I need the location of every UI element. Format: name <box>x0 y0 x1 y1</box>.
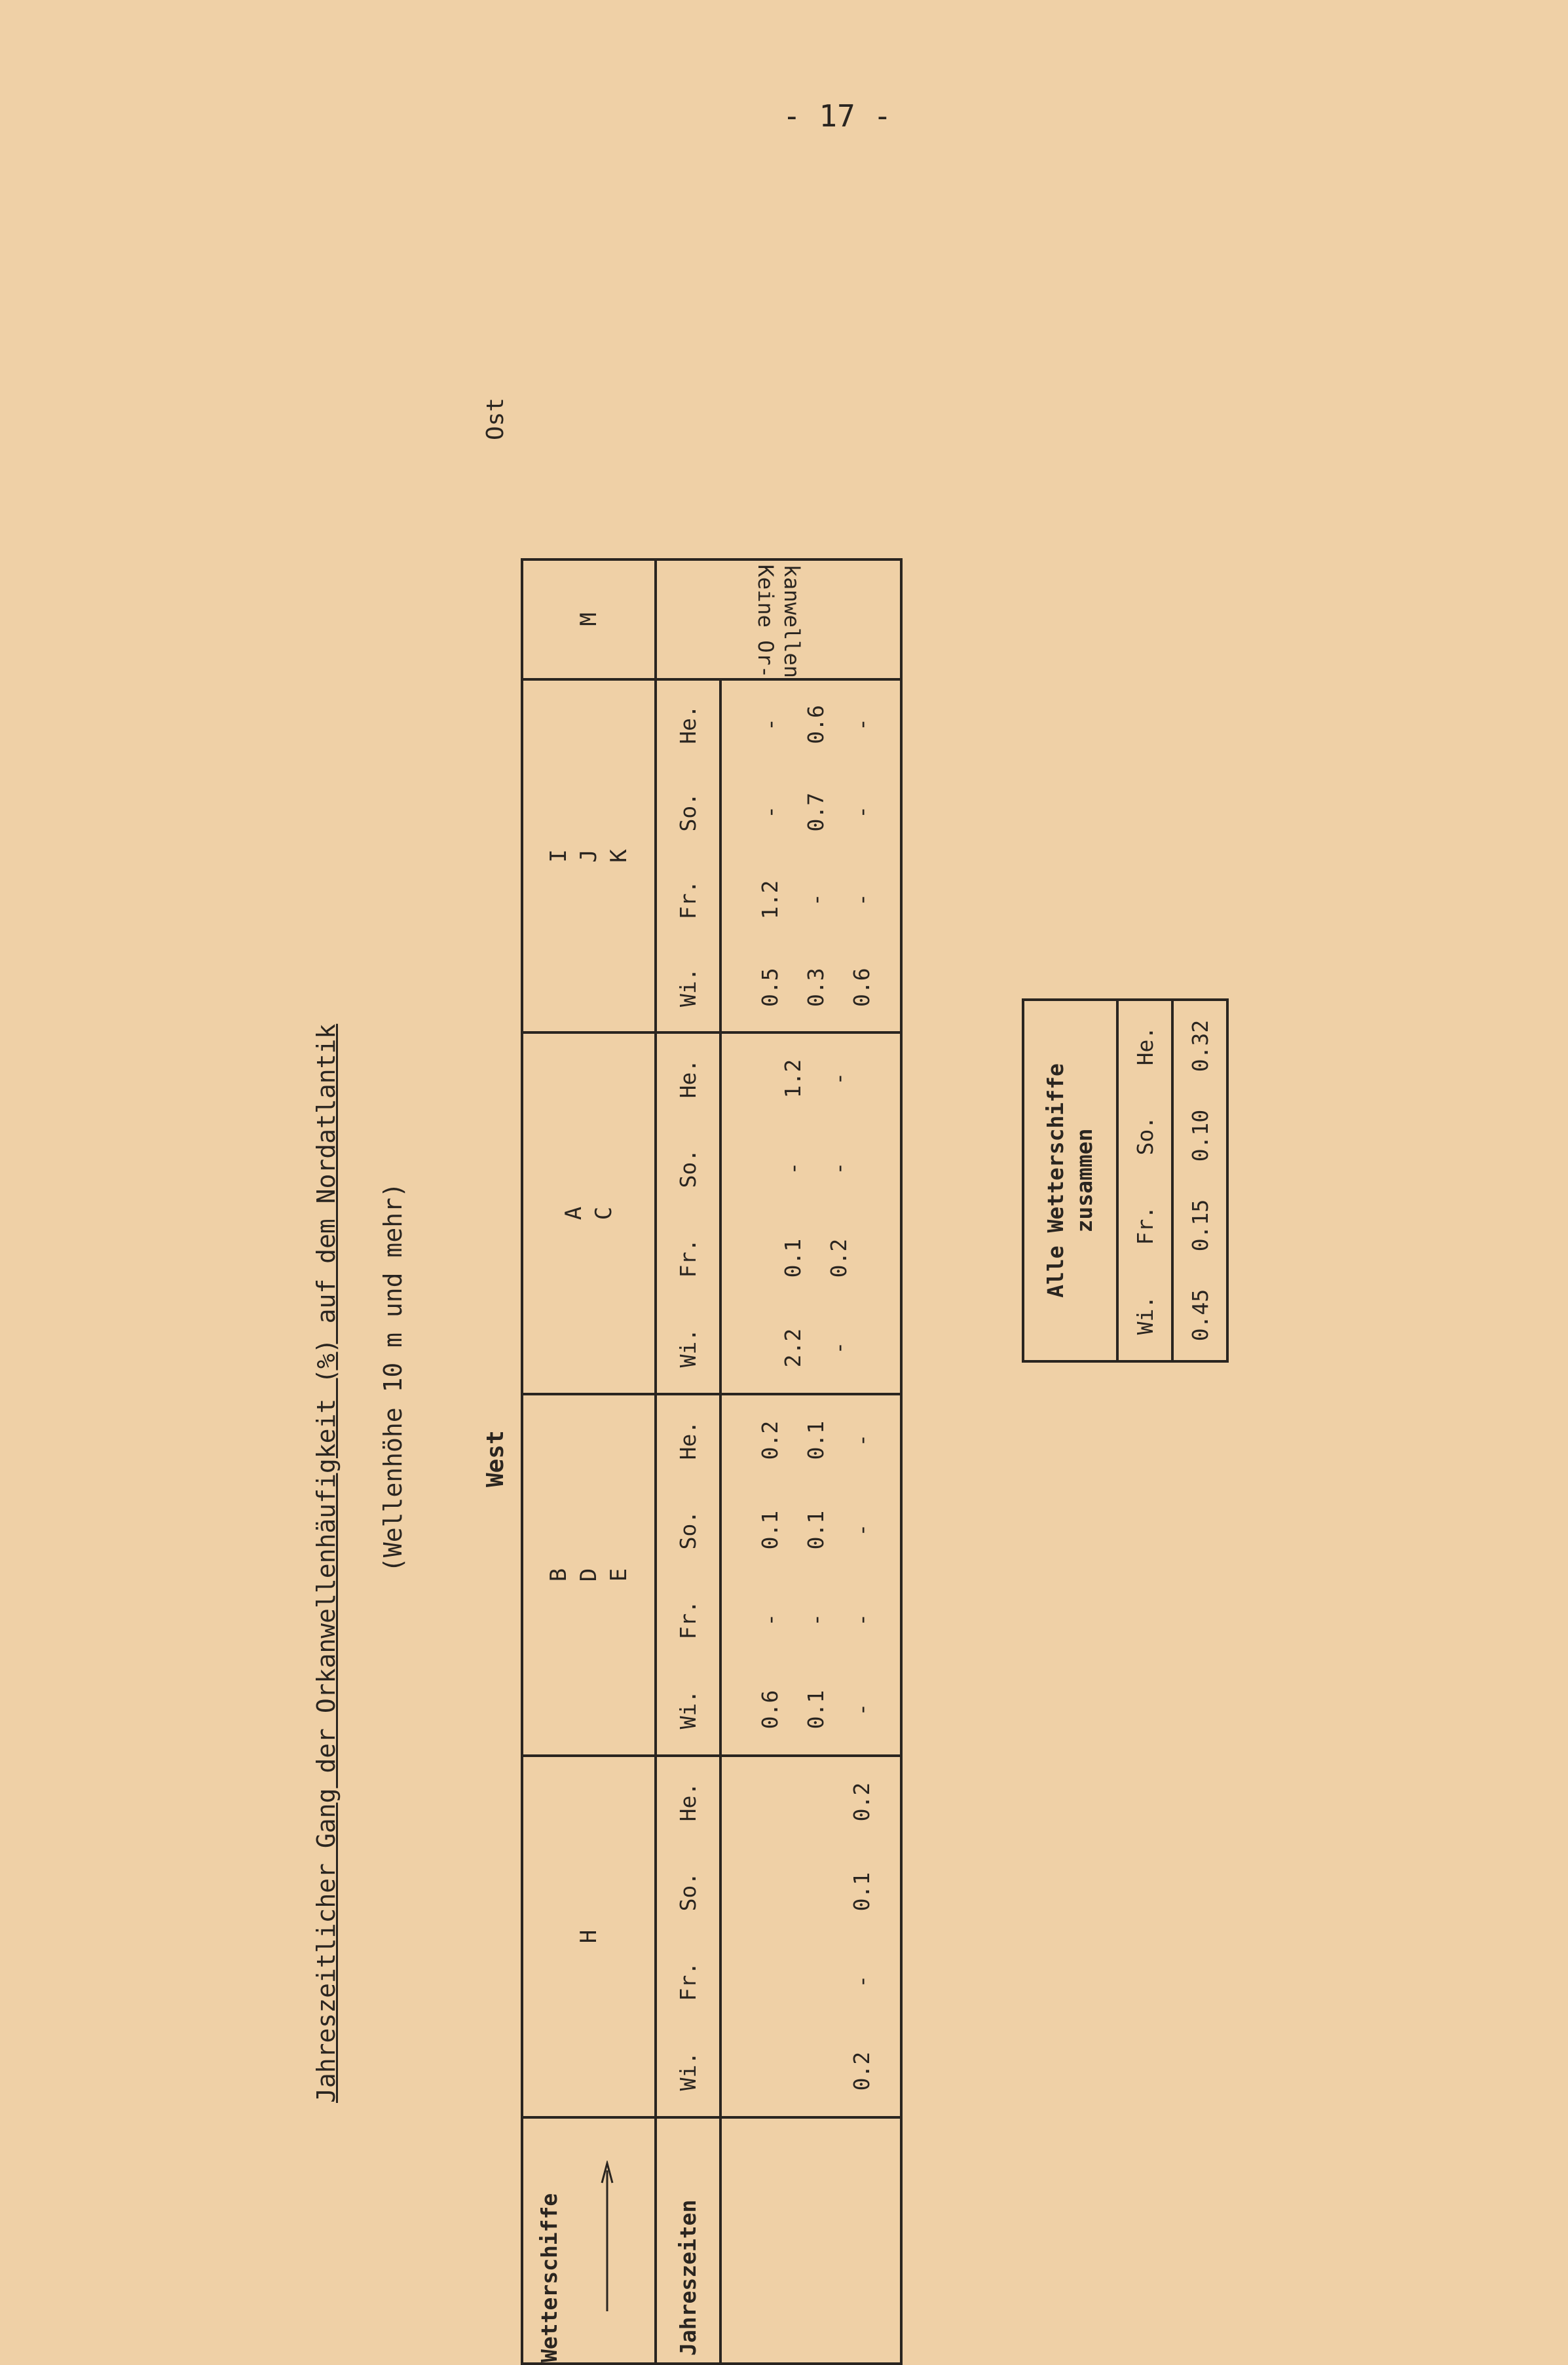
value-cell: 0.5 <box>756 968 783 1007</box>
keine-orkanwellen-cell <box>656 559 901 679</box>
season-header-row <box>656 559 720 2364</box>
value-cell: - <box>825 1162 851 1175</box>
season-data-empty <box>720 2117 901 2364</box>
value-cell: 0.1 <box>802 1420 829 1460</box>
value-cell: 0.7 <box>802 792 829 832</box>
season-label: Fr. <box>1132 1205 1158 1245</box>
season-label: So. <box>675 792 701 832</box>
data-table <box>521 558 903 2365</box>
summary-seasons <box>1117 1000 1172 1361</box>
value-cell: - <box>848 893 874 907</box>
season-label: So. <box>675 1148 701 1188</box>
page-title: Jahreszeitlicher Gang der Orkanwellenhäufigkeit (%) auf dem Nordatlantik <box>312 1023 341 2103</box>
value-cell: 0.6 <box>756 1690 783 1730</box>
arrow-right-icon <box>601 2161 614 2311</box>
value-cell: - <box>779 1162 806 1175</box>
value-cell: 0.1 <box>779 1238 806 1278</box>
value-cell: - <box>848 1975 874 1988</box>
value-cell: 0.1 <box>848 1872 874 1912</box>
header-ships-label: Wetterschiffe <box>536 2193 562 2362</box>
data-cell-bde <box>720 1394 901 1756</box>
season-label: Wi. <box>675 968 701 1007</box>
value-cell: - <box>756 717 783 731</box>
label-ost: Ost <box>482 397 509 440</box>
season-header-h <box>656 1756 720 2117</box>
value-cell: - <box>848 805 874 819</box>
value-cell: 0.10 <box>1187 1109 1213 1162</box>
value-cell: - <box>802 893 829 907</box>
summary-table <box>1022 998 1229 1363</box>
ship-label: J <box>576 849 602 863</box>
note-line: kanwellen <box>779 564 804 678</box>
ship-group-m <box>522 559 656 679</box>
value-cell: - <box>756 805 783 819</box>
summary-header <box>1023 1000 1117 1361</box>
season-label: Fr. <box>675 880 701 920</box>
ship-label: I <box>546 849 572 863</box>
value-cell: 0.6 <box>802 705 829 744</box>
value-cell: - <box>756 1613 783 1627</box>
note-line: Keine Or- <box>753 564 778 678</box>
season-label: He. <box>675 1059 701 1099</box>
value-cell: 0.1 <box>756 1510 783 1550</box>
ship-label: M <box>576 613 602 626</box>
value-cell: 0.6 <box>848 968 874 1007</box>
ship-group-ijk <box>522 679 656 1032</box>
value-cell: - <box>848 1613 874 1627</box>
value-cell: - <box>825 1072 851 1086</box>
season-label: Wi. <box>675 1690 701 1730</box>
season-label: So. <box>675 1510 701 1550</box>
header-ships-cell <box>522 2117 656 2364</box>
season-label: He. <box>675 705 701 744</box>
ship-label: C <box>591 1206 617 1220</box>
value-cell: - <box>848 1523 874 1537</box>
season-label: Wi. <box>675 1328 701 1368</box>
value-cell: 1.2 <box>756 880 783 920</box>
label-west: West <box>482 1430 509 1487</box>
season-label: Fr. <box>675 1600 701 1640</box>
data-cell-h <box>720 1756 901 2117</box>
summary-values <box>1172 1000 1227 1361</box>
ship-label: B <box>546 1568 572 1582</box>
value-cell: 0.1 <box>802 1510 829 1550</box>
season-label: Wi. <box>1132 1295 1158 1335</box>
season-label: So. <box>1132 1116 1158 1156</box>
value-cell: 0.15 <box>1187 1199 1213 1252</box>
value-cell: - <box>802 1613 829 1627</box>
ships-header-row <box>522 559 656 2364</box>
data-cell-ac <box>720 1032 901 1394</box>
rotated-content <box>301 138 1284 2362</box>
season-label: Fr. <box>675 1961 701 2001</box>
data-cell-ijk <box>720 679 901 1032</box>
value-cell: - <box>848 1703 874 1716</box>
ship-label: K <box>606 849 632 863</box>
value-cell: 0.2 <box>825 1238 851 1278</box>
season-label: He. <box>1132 1026 1158 1066</box>
season-header-bde <box>656 1394 720 1756</box>
value-cell: - <box>848 1433 874 1447</box>
value-cell: 0.2 <box>756 1420 783 1460</box>
value-cell: 0.1 <box>802 1690 829 1730</box>
value-cell: - <box>825 1341 851 1355</box>
ship-label: H <box>576 1929 602 1944</box>
season-label: Fr. <box>675 1238 701 1278</box>
value-cell: 0.45 <box>1187 1289 1213 1342</box>
page-subtitle: (Wellenhöhe 10 m und mehr) <box>379 1182 407 1572</box>
season-header-ijk <box>656 679 720 1032</box>
value-cell: 0.2 <box>848 2051 874 2091</box>
season-header-ac <box>656 1032 720 1394</box>
value-cell: 2.2 <box>779 1328 806 1368</box>
summary-header-line: Alle Wetterschiffe <box>1043 1063 1068 1298</box>
ship-group-ac <box>522 1032 656 1394</box>
value-cell: 0.2 <box>848 1782 874 1822</box>
value-cell: 0.32 <box>1187 1019 1213 1072</box>
data-row <box>720 559 901 2364</box>
summary-header-line: zusammen <box>1072 1128 1097 1233</box>
ship-label: A <box>561 1206 587 1220</box>
ship-label: E <box>606 1568 632 1582</box>
ship-group-bde <box>522 1394 656 1756</box>
value-cell: - <box>848 717 874 731</box>
season-label: He. <box>675 1420 701 1460</box>
header-seasons-label: Jahreszeiten <box>656 2117 720 2364</box>
season-label: Wi. <box>675 2051 701 2091</box>
season-label: So. <box>675 1872 701 1912</box>
value-cell: 0.3 <box>802 968 829 1007</box>
page-number: - 17 - <box>783 98 892 134</box>
season-label: He. <box>675 1782 701 1822</box>
value-cell: 1.2 <box>779 1059 806 1099</box>
ship-label: D <box>576 1568 602 1582</box>
ship-group-h <box>522 1756 656 2117</box>
